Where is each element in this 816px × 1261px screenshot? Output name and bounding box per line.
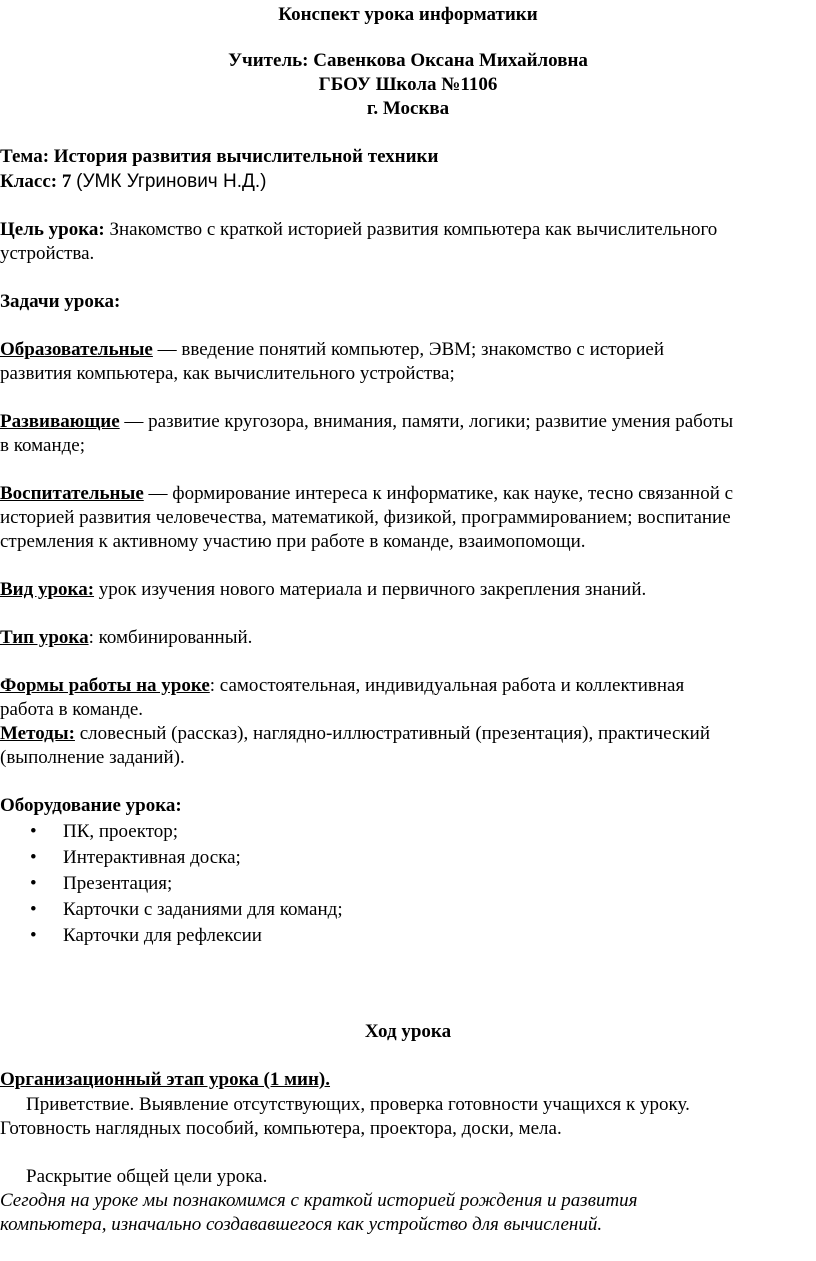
topic-value: История развития вычислительной техники (53, 146, 439, 167)
topic-label: Тема: (0, 146, 50, 167)
intro-italic-line-1: Сегодня на уроке мы познакомимся с краткой историей рождения и развития (0, 1190, 638, 1211)
bullet-icon: • (30, 847, 37, 868)
intro-italic-line-2: компьютера, изначально создававшегося как устройство для вычислений. (0, 1214, 603, 1235)
upbringing-label: Воспитательные (0, 483, 144, 504)
grade-value: 7 (61, 171, 72, 192)
equipment-item: Карточки для рефлексии (63, 925, 262, 946)
equipment-item: ПК, проектор; (63, 821, 179, 842)
work-forms-text-1: : самостоятельная, индивидуальная работа и коллективная (209, 675, 685, 696)
tasks-heading: Задачи урока: (0, 291, 121, 312)
upbringing-line-3: стремления к активному участию при работе в команде, взаимопомощи. (0, 531, 586, 552)
lesson-type-value: : комбинированный. (88, 627, 253, 648)
equipment-item: Карточки с заданиями для команд; (63, 899, 343, 920)
upbringing-line-2: историей развития человечества, математикой, физикой, программированием; воспитание (0, 507, 731, 528)
grade-label: Класс: (0, 171, 58, 192)
developing-line-2: в команде; (0, 435, 85, 456)
bullet-icon: • (30, 821, 37, 842)
educational-line-2: развития компьютера, как вычислительного устройства; (0, 363, 455, 384)
topic-line (0, 146, 816, 168)
city-line: г. Москва (366, 98, 450, 119)
org-stage-heading-line (0, 1069, 816, 1091)
lesson-kind-value: урок изучения нового материала и первичного закрепления знаний. (98, 579, 647, 600)
equipment-item: Презентация; (63, 873, 173, 894)
lesson-kind-label: Вид урока: (0, 579, 95, 600)
bullet-icon: • (30, 899, 37, 920)
org-stage-line-1: Приветствие. Выявление отсутствующих, проверка готовности учащихся к уроку. (26, 1094, 690, 1115)
goal-label: Цель урока: (0, 219, 105, 240)
goal-reveal-line: Раскрытие общей цели урока. (26, 1166, 268, 1187)
course-heading: Ход урока (364, 1021, 452, 1042)
educational-label: Образовательные (0, 339, 153, 360)
methods-label: Методы: (0, 723, 75, 744)
educational-text-1: — введение понятий компьютер, ЭВМ; знакомство с историей (157, 339, 665, 360)
lesson-kind-line (0, 579, 816, 601)
lesson-type-label: Тип урока (0, 627, 89, 648)
grade-note: (УМК Угринович Н.Д.) (76, 171, 267, 192)
developing-line-1 (0, 411, 816, 433)
methods-line-1 (0, 723, 816, 745)
developing-text-1: — развитие кругозора, внимания, памяти, логики; развитие умения работы (124, 411, 734, 432)
work-forms-label: Формы работы на уроке (0, 675, 210, 696)
document-title: Конспект урока информатики (278, 4, 538, 25)
work-forms-line-2: работа в команде. (0, 699, 144, 720)
bullet-icon: • (30, 925, 37, 946)
org-stage-line-2: Готовность наглядных пособий, компьютера, проектора, доски, мела. (0, 1118, 562, 1139)
work-forms-line-1 (0, 675, 816, 697)
goal-text-1: Знакомство с краткой историей развития компьютера как вычислительного (109, 219, 718, 240)
goal-line-2: устройства. (0, 243, 95, 264)
developing-label: Развивающие (0, 411, 120, 432)
equipment-heading: Оборудование урока: (0, 795, 182, 816)
bullet-icon: • (30, 873, 37, 894)
grade-line (0, 171, 816, 193)
educational-line-1 (0, 339, 816, 361)
methods-text-1: словесный (рассказ), наглядно-иллюстративный (презентация), практический (79, 723, 710, 744)
goal-line-1 (0, 219, 816, 241)
org-stage-heading: Организационный этап урока (1 мин). (0, 1069, 331, 1090)
lesson-type-line (0, 627, 816, 649)
school-line: ГБОУ Школа №1106 (318, 74, 498, 95)
equipment-item: Интерактивная доска; (63, 847, 241, 868)
upbringing-line-1 (0, 483, 816, 505)
upbringing-text-1: — формирование интереса к информатике, как науке, тесно связанной с (148, 483, 734, 504)
teacher-line: Учитель: Савенкова Оксана Михайловна (228, 50, 588, 71)
methods-line-2: (выполнение заданий). (0, 747, 185, 768)
